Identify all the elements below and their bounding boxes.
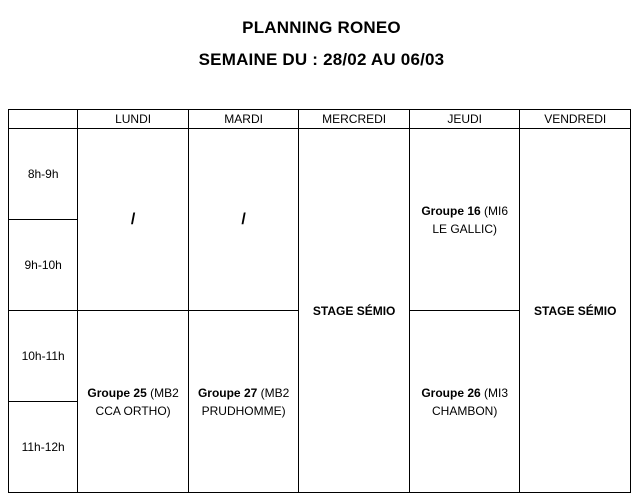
group-label: Groupe 27	[197, 385, 258, 400]
day-header-mardi: MARDI	[188, 110, 299, 129]
cell-jeudi-morning	[409, 129, 520, 311]
time-slot-11h-12h: 11h-12h	[9, 402, 78, 493]
day-header-vendredi: VENDREDI	[520, 110, 631, 129]
group-detail: (MB2 PRUDHOMME)	[201, 385, 290, 418]
cell-mardi-late	[188, 311, 299, 493]
group-label: Groupe 25	[87, 385, 147, 400]
page-title: PLANNING RONEO	[242, 18, 401, 37]
time-slot-10h-11h: 10h-11h	[9, 311, 78, 402]
group-detail: (MB2 CCA ORTHO)	[95, 385, 179, 418]
cell-lundi-late	[78, 311, 189, 493]
table-row	[9, 129, 631, 220]
cell-lundi-morning-text: /	[130, 210, 136, 228]
cell-lundi-late-text	[78, 384, 188, 420]
cell-vendredi-text: STAGE SÉMIO	[534, 303, 617, 318]
time-slot-9h-10h: 9h-10h	[9, 220, 78, 311]
day-header-lundi: LUNDI	[78, 110, 189, 129]
week-subtitle: SEMAINE DU : 28/02 AU 06/03	[198, 50, 445, 69]
group-label: Groupe 16	[421, 203, 481, 218]
cell-jeudi-late-text	[410, 384, 520, 420]
cell-mercredi-text: STAGE SÉMIO	[312, 303, 396, 318]
cell-mercredi-all-day	[299, 129, 410, 493]
schedule-table	[8, 109, 631, 493]
cell-jeudi-morning-text	[410, 202, 520, 238]
cell-jeudi-late	[409, 311, 520, 493]
cell-mardi-late-text	[189, 384, 299, 420]
group-detail: (MI6 LE GALLIC)	[432, 203, 509, 236]
day-header-row	[9, 110, 631, 129]
group-detail: (MI3 CHAMBON)	[432, 385, 509, 418]
group-label: Groupe 26	[421, 385, 481, 400]
cell-lundi-morning	[78, 129, 189, 311]
cell-mardi-morning	[188, 129, 299, 311]
corner-cell	[9, 110, 78, 129]
cell-mardi-morning-text: /	[241, 210, 246, 228]
day-header-jeudi: JEUDI	[409, 110, 520, 129]
day-header-mercredi: MERCREDI	[299, 110, 410, 129]
cell-vendredi-all-day	[520, 129, 631, 493]
time-slot-8h-9h: 8h-9h	[9, 129, 78, 220]
